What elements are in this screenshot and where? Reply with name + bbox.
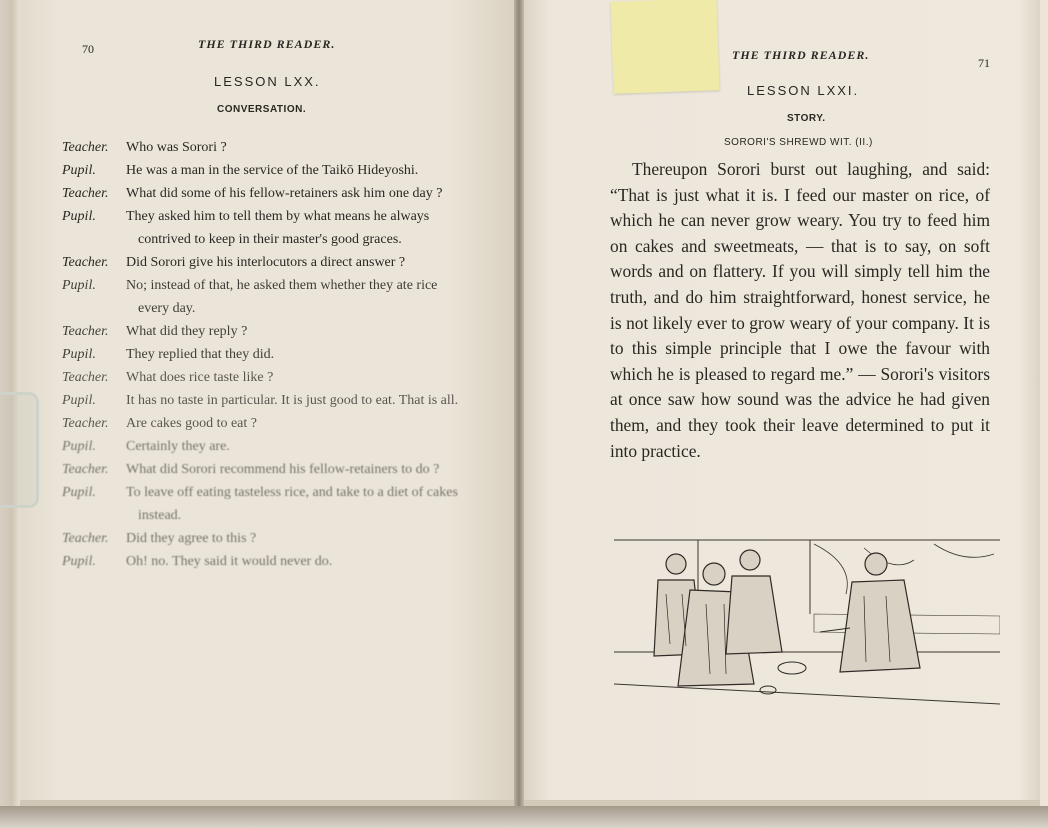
speaker-label: Teacher.: [62, 324, 109, 339]
dialogue-turn: [62, 366, 462, 389]
dialogue-text: They asked him to tell them by what means he always contrived to keep in their master's good graces.: [126, 209, 430, 247]
story-text: Thereupon Sorori burst out laughing, and said: “That is just what it is. I feed our master on rice, of which he can never grow weary. You try to feed him on cakes and sweetmeats, — that is to say, on soft words and on flattery. If you will simply tell him the truth, and do him straightforward, honest service, he is not likely ever to grow weary of your company. It is to this simple principle that I owe the favour with which he is pleased to regard me.” — Sorori's visitors at once saw how sound was the advice he had given them, and they took their leave determined to put it into practice.: [610, 159, 990, 461]
dialogue-turn: [62, 389, 462, 412]
book-bottom-edge: [0, 806, 1048, 828]
dialogue-turn: [62, 458, 462, 481]
right-section-title: STORY.: [787, 113, 826, 124]
conversation: [62, 136, 462, 573]
dialogue-turn: [62, 527, 462, 550]
speaker-label: Pupil.: [62, 439, 96, 454]
dialogue-text: Who was Sorori ?: [126, 140, 227, 155]
speaker-label: Pupil.: [62, 278, 96, 293]
dialogue-text: What did they reply ?: [126, 324, 248, 339]
binder-clip: [0, 392, 39, 508]
dialogue-turn: [62, 205, 462, 251]
right-running-head: THE THIRD READER.: [732, 48, 870, 62]
speaker-label: Pupil.: [62, 554, 96, 569]
right-lesson-title: LESSON LXXI.: [747, 83, 860, 98]
dialogue-text: He was a man in the service of the Taikō Hideyoshi.: [126, 163, 419, 178]
speaker-label: Teacher.: [62, 416, 109, 431]
dialogue-text: They replied that they did.: [126, 347, 275, 362]
dialogue-turn: [62, 550, 462, 573]
dialogue-text: Did they agree to this ?: [126, 531, 257, 546]
right-page-number: 71: [978, 56, 990, 70]
dialogue-text: It has no taste in particular. It is just good to eat. That is all.: [126, 393, 459, 408]
speaker-label: Teacher.: [62, 462, 109, 477]
story-subtitle: SORORI'S SHREWD WIT. (II.): [724, 137, 873, 148]
dialogue-text: Are cakes good to eat ?: [126, 416, 257, 431]
dialogue-text: What did some of his fellow-retainers ask him one day ?: [126, 186, 443, 201]
dialogue-turn: [62, 412, 462, 435]
speaker-label: Teacher.: [62, 186, 109, 201]
left-running-head: THE THIRD READER.: [198, 37, 336, 51]
dialogue-turn: [62, 136, 462, 159]
speaker-label: Pupil.: [62, 163, 96, 178]
dialogue-text: What did Sorori recommend his fellow-retainers to do ?: [126, 462, 440, 477]
dialogue-text: Oh! no. They said it would never do.: [126, 554, 333, 569]
left-lesson-title: LESSON LXX.: [214, 74, 321, 89]
dialogue-turn: [62, 274, 462, 320]
dialogue-turn: [62, 159, 462, 182]
dialogue-turn: [62, 435, 462, 458]
speaker-label: Teacher.: [62, 531, 109, 546]
sticky-note: [610, 0, 719, 94]
dialogue-turn: [62, 182, 462, 205]
left-page-number: 70: [82, 42, 94, 56]
speaker-label: Pupil.: [62, 485, 96, 500]
dialogue-turn: [62, 320, 462, 343]
speaker-label: Pupil.: [62, 347, 96, 362]
speaker-label: Pupil.: [62, 209, 96, 224]
dialogue-text: To leave off eating tasteless rice, and take to a diet of cakes instead.: [126, 485, 458, 523]
dialogue-turn: [62, 481, 462, 527]
book-gutter: [514, 0, 524, 808]
speaker-label: Teacher.: [62, 255, 109, 270]
speaker-label: Teacher.: [62, 140, 109, 155]
dialogue-text: Did Sorori give his interlocutors a direct answer ?: [126, 255, 406, 270]
left-section-title: CONVERSATION.: [217, 104, 307, 115]
speaker-label: Teacher.: [62, 370, 109, 385]
woodcut-illustration: [614, 534, 1000, 726]
dialogue-turn: [62, 251, 462, 274]
speaker-label: Pupil.: [62, 393, 96, 408]
dialogue-text: No; instead of that, he asked them whether they ate rice every day.: [126, 278, 438, 316]
dialogue-text: Certainly they are.: [126, 439, 230, 454]
dialogue-text: What does rice taste like ?: [126, 370, 274, 385]
dialogue-turn: [62, 343, 462, 366]
